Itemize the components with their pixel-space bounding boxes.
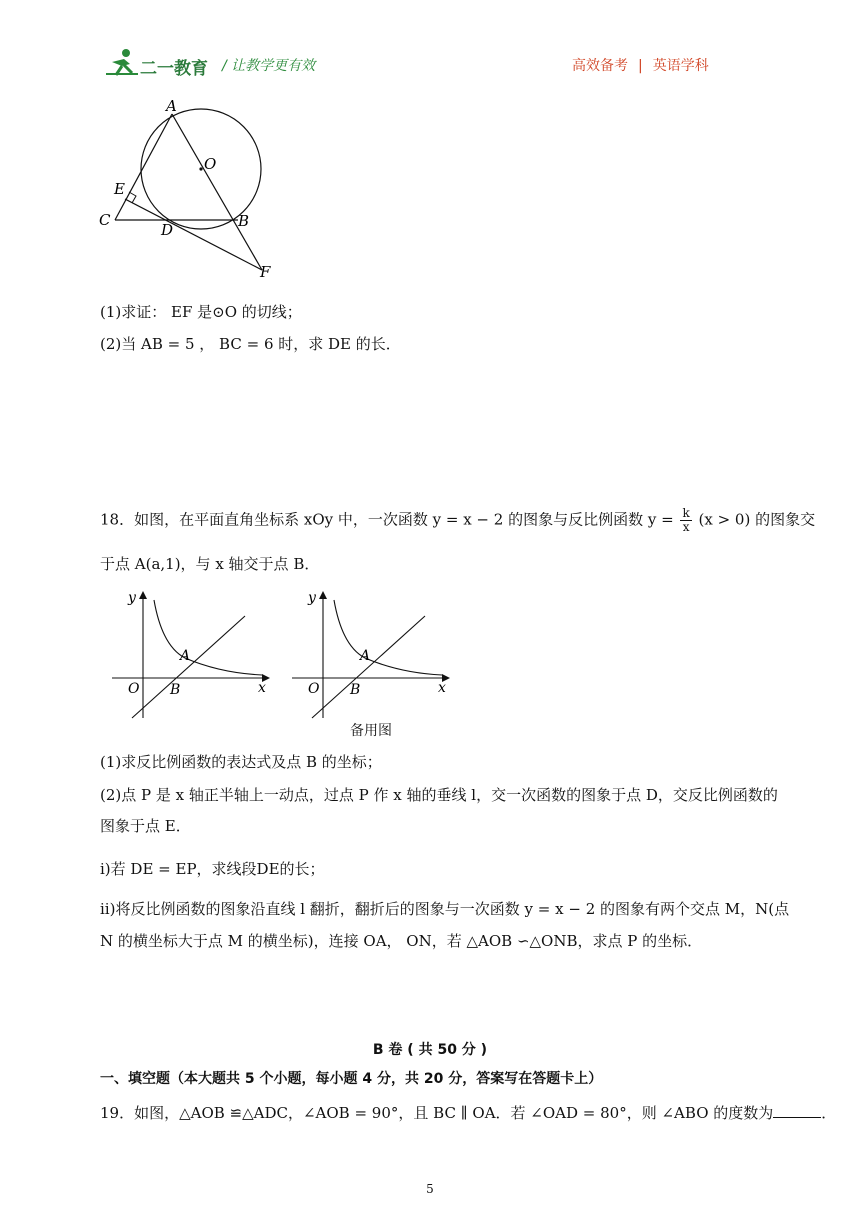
center-point — [199, 167, 202, 170]
label-a: A — [180, 648, 191, 664]
header-subject-right: 英语学科 — [652, 58, 709, 74]
circle-figure — [90, 95, 290, 289]
brand-logo-icon — [104, 48, 140, 82]
q19-text: 19．如图，△AOB ≌△ADC，∠AOB = 90°，且 BC ∥ OA．若 ∠OAD = 80°，则 ∠ABO 的度数为 — [100, 1104, 774, 1122]
q18-stem-text-b: (x > 0) 的图象交 — [698, 510, 816, 529]
q18-part2-line1: (2)点 P 是 x 轴正半轴上一动点，过点 P 作 x 轴的垂线 l，交一次函数的图象于点 D，交反比例函数的 — [100, 786, 778, 804]
q18-sub-ii-line1: ⅱ)将反比例函数的图象沿直线 l 翻折，翻折后的图象与一次函数 y = x − 2 的图象有两个交点 M，N(点 — [100, 900, 790, 918]
q19-end: ． — [821, 1104, 837, 1122]
q18-sub-i: ⅰ)若 DE = EP，求线段DE的长； — [100, 860, 325, 878]
q19-line — [100, 1102, 836, 1124]
label-origin: O — [128, 681, 140, 697]
q18-stem-text-a: 18．如图，在平面直角坐标系 xOy 中，一次函数 y = x − 2 的图象与反比例函数 y = — [100, 510, 674, 529]
linear-function-line — [312, 616, 425, 718]
label-b: B — [170, 682, 181, 698]
label-c: C — [99, 211, 111, 229]
linear-function-line — [132, 616, 245, 718]
q18-part2-line2: 图象于点 E． — [100, 817, 191, 835]
axis-label-y: y — [308, 590, 316, 606]
line-ac — [115, 114, 172, 220]
section-b-heading: 一、填空题（本大题共 5 个小题，每小题 4 分，共 20 分，答案写在答题卡上） — [100, 1071, 603, 1087]
header-separator: | — [638, 58, 643, 74]
fraction-numerator: k — [682, 506, 690, 520]
axis-label-x: x — [438, 680, 446, 696]
q18-stem-line2: 于点 A(a,1)，与 x 轴交于点 B． — [100, 555, 320, 573]
label-e: E — [114, 180, 125, 198]
page-number: 5 — [426, 1182, 434, 1196]
axis-label-x: x — [258, 680, 266, 696]
q17-part2: (2)当 AB = 5 ， BC = 6 时，求 DE 的长． — [100, 335, 401, 353]
y-axis-arrow-icon — [139, 591, 147, 599]
label-o: O — [204, 155, 217, 173]
hyperbola-curve — [334, 600, 442, 675]
label-origin: O — [308, 681, 320, 697]
label-b: B — [350, 682, 361, 698]
label-b: B — [238, 212, 250, 230]
answer-blank — [773, 1103, 821, 1118]
q17-part1: (1)求证： EF 是⊙O 的切线； — [100, 303, 302, 321]
label-a: A — [360, 648, 371, 664]
axis-label-y: y — [128, 590, 136, 606]
y-axis-arrow-icon — [319, 591, 327, 599]
fraction-denominator: x — [682, 520, 690, 534]
backup-figure-caption: 备用图 — [350, 723, 392, 739]
brand-slogan: / 让教学更有效 — [222, 58, 316, 74]
brand-name: 二一教育 — [140, 59, 208, 79]
q18-stem-line1 — [100, 507, 815, 534]
q18-graph-main — [110, 588, 275, 727]
hyperbola-curve — [154, 600, 262, 675]
q18-sub-ii-line2: N 的横坐标大于点 M 的横坐标)，连接 OA， ON，若 △AOB ∽△ONB，求点 P 的坐标． — [100, 932, 703, 950]
label-f: F — [260, 263, 271, 281]
header-subject — [572, 55, 709, 75]
section-b-title: B 卷 ( 共 50 分 ) — [372, 1042, 488, 1058]
q18-part1: (1)求反比例函数的表达式及点 B 的坐标； — [100, 753, 382, 771]
q18-fraction — [680, 507, 691, 534]
header-subject-left: 高效备考 — [572, 58, 628, 74]
q18-graph-backup — [290, 588, 455, 727]
label-a: A — [166, 97, 177, 115]
label-d: D — [161, 221, 174, 239]
